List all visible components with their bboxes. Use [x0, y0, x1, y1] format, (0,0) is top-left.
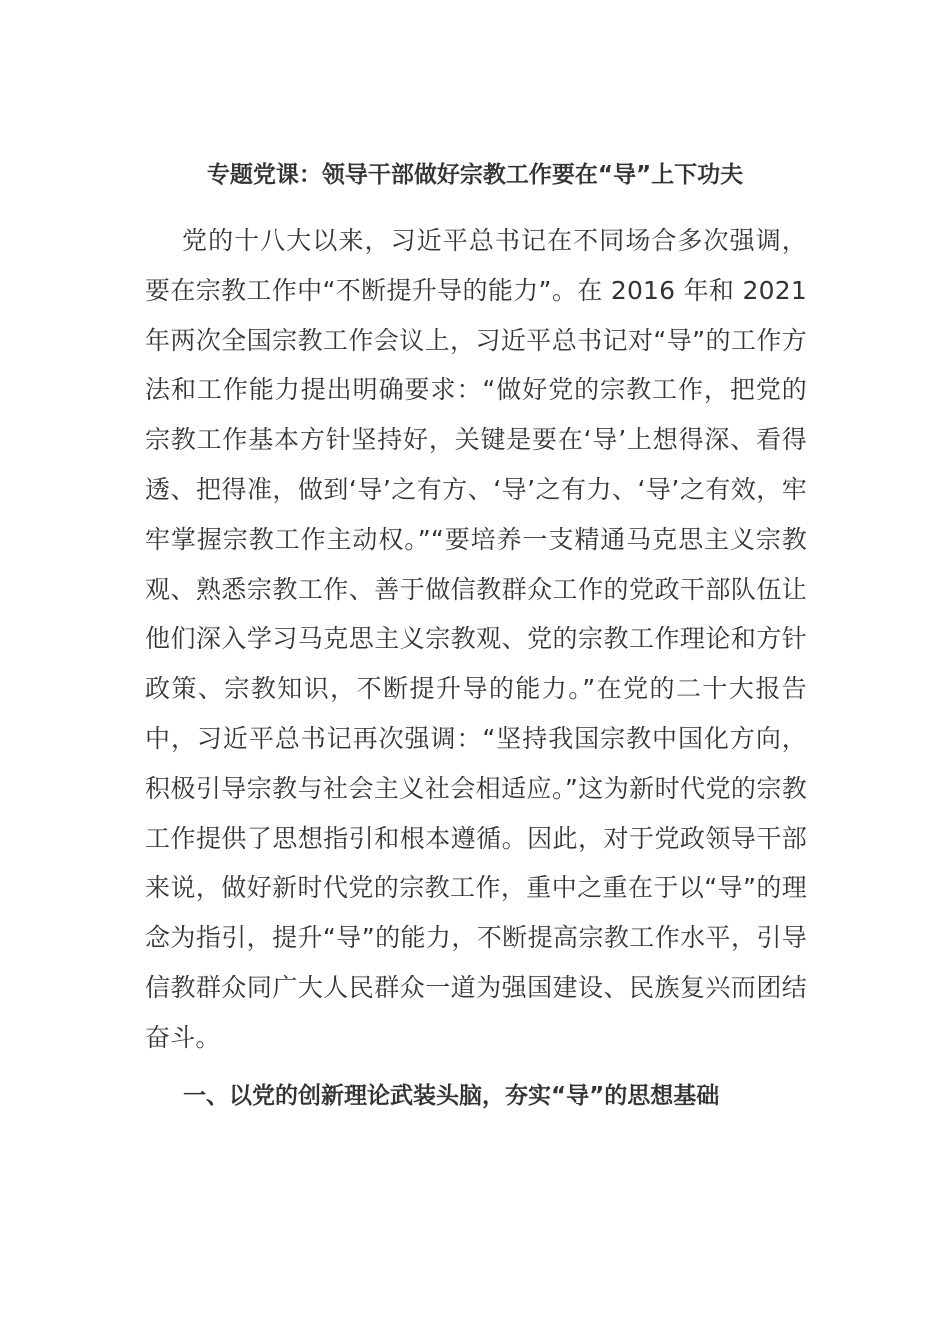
document-title: 专题党课：领导干部做好宗教工作要在“导”上下功夫 [206, 162, 744, 188]
section-heading: 一、以党的创新理论武装头脑，夯实“导”的思想基础 [183, 1083, 720, 1109]
body-paragraph: 党的十八大以来，习近平总书记在不同场合多次强调，要在宗教工作中“不断提升导的能力”。在 2016 年和 2021 年两次全国宗教工作会议上，习近平总书记对“导”的工作方法和工作能力提出明确要求：“做好党的宗教工作，把党的宗教工作基本方针坚持好，关键是要在‘导’上想得深、看得透、把得准，做到‘导’之有方、‘导’之有力、‘导’之有效，牢牢掌握宗教工作主动权。”“要培养一支精通马克思主义宗教观、熟悉宗教工作、善于做信教群众工作的党政干部队伍让他们深入学习马克思主义宗教观、党的宗教工作理论和方针政策、宗教知识，不断提升导的能力。”在党的二十大报告中，习近平总书记再次强调：“坚持我国宗教中国化方向，积极引导宗教与社会主义社会相适应。”这为新时代党的宗教工作提供了思想指引和根本遵循。因此，对于党政领导干部来说，做好新时代党的宗教工作，重中之重在于以“导”的理念为指引，提升“导”的能力，不断提高宗教工作水平，引导信教群众同广大人民群众一道为强国建设、民族复兴而团结奋斗。 [145, 226, 807, 1052]
